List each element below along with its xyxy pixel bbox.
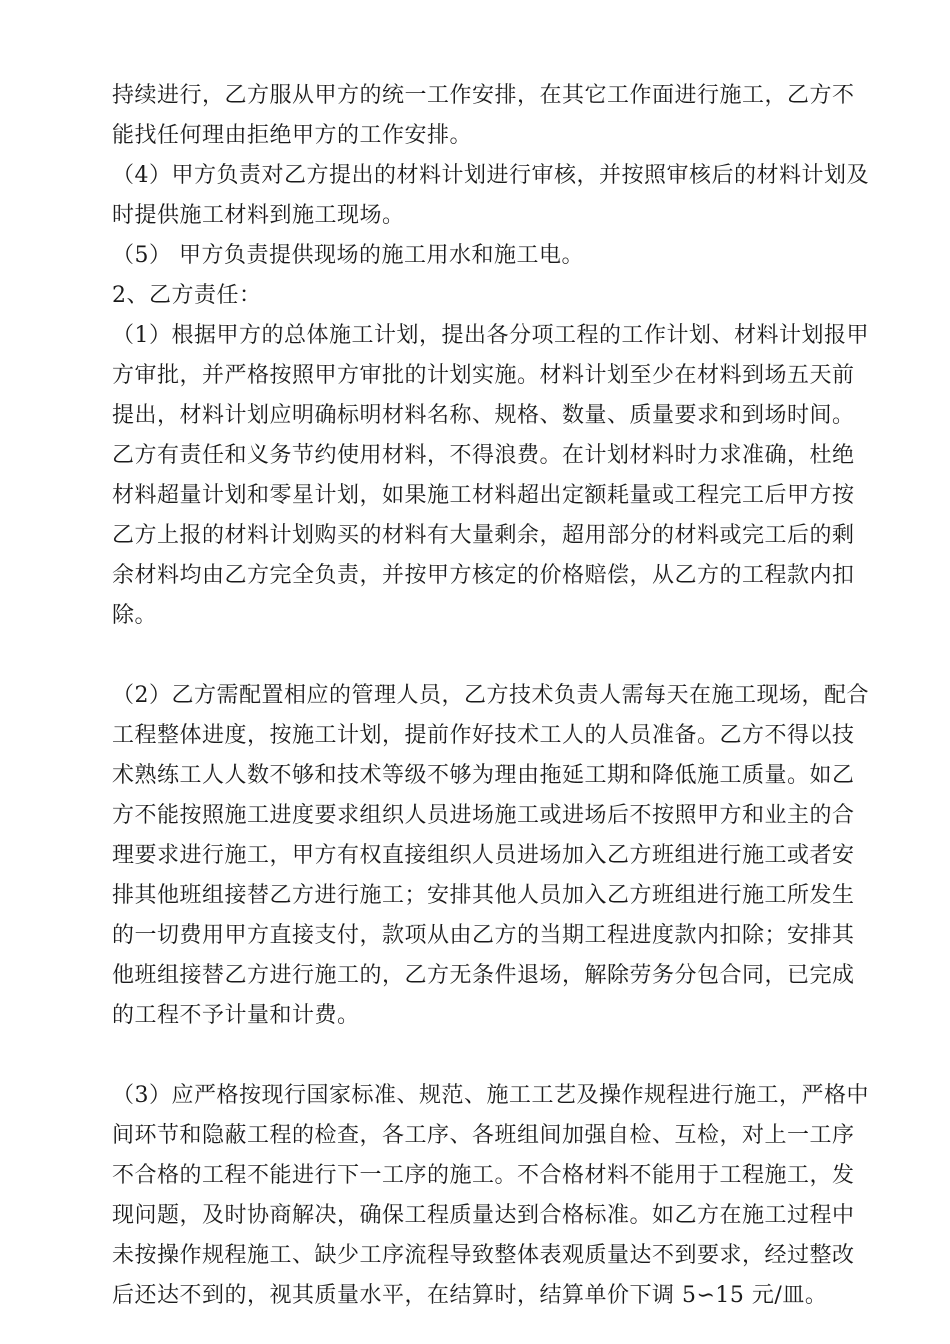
text-line: 工程整体进度，按施工计划，提前作好技术工人的人员准备。乙方不得以技	[112, 723, 855, 748]
text-line: 能找任何理由拒绝甲方的工作安排。	[112, 123, 473, 148]
text-line: 乙方上报的材料计划购买的材料有大量剩余，超用部分的材料或完工后的剩	[112, 523, 855, 548]
paragraph-b-item-2	[112, 676, 872, 1036]
text-line: 理要求进行施工，甲方有权直接组织人员进场加入乙方班组进行施工或者安	[112, 843, 855, 868]
paragraph-continuation	[112, 76, 872, 156]
text-line: （4）甲方负责对乙方提出的材料计划进行审核，并按照审核后的材料计划及	[112, 163, 869, 188]
text-line: 方审批，并严格按照甲方审批的计划实施。材料计划至少在材料到场五天前	[112, 363, 855, 388]
text-line: 的工程不予计量和计费。	[112, 1003, 360, 1028]
text-line: 术熟练工人人数不够和技术等级不够为理由拖延工期和降低施工质量。如乙	[112, 763, 855, 788]
document-body	[112, 76, 872, 1316]
text-line: 时提供施工材料到施工现场。	[112, 203, 405, 228]
paragraph-item-5	[112, 236, 872, 276]
text-line: 提出，材料计划应明确标明材料名称、规格、数量、质量要求和到场时间。	[112, 403, 855, 428]
text-line: （1）根据甲方的总体施工计划，提出各分项工程的工作计划、材料计划报甲	[112, 323, 869, 348]
section-heading-party-b-responsibility	[112, 276, 872, 316]
text-line: 的一切费用甲方直接支付，款项从由乙方的当期工程进度款内扣除；安排其	[112, 923, 855, 948]
text-line: 除。	[112, 603, 158, 628]
text-line: 材料超量计划和零星计划，如果施工材料超出定额耗量或工程完工后甲方按	[112, 483, 855, 508]
paragraph-item-4	[112, 156, 872, 236]
text-line: 间环节和隐蔽工程的检查，各工序、各班组间加强自检、互检，对上一工序	[112, 1123, 855, 1148]
text-line: 他班组接替乙方进行施工的，乙方无条件退场，解除劳务分包合同，已完成	[112, 963, 855, 988]
text-line: 乙方有责任和义务节约使用材料，不得浪费。在计划材料时力求准确，杜绝	[112, 443, 855, 468]
text-line: （3）应严格按现行国家标准、规范、施工工艺及操作规程进行施工，严格中	[112, 1083, 869, 1108]
text-line: 未按操作规程施工、缺少工序流程导致整体表观质量达不到要求，经过整改	[112, 1243, 855, 1268]
text-line: 现问题，及时协商解决，确保工程质量达到合格标准。如乙方在施工过程中	[112, 1203, 855, 1228]
paragraph-b-item-1	[112, 316, 872, 636]
text-line: 排其他班组接替乙方进行施工；安排其他人员加入乙方班组进行施工所发生	[112, 883, 855, 908]
paragraph-spacer	[112, 1036, 872, 1076]
text-line: 不合格的工程不能进行下一工序的施工。不合格材料不能用于工程施工，发	[112, 1163, 855, 1188]
text-line: 余材料均由乙方完全负责，并按甲方核定的价格赔偿，从乙方的工程款内扣	[112, 563, 855, 588]
text-line: 持续进行，乙方服从甲方的统一工作安排，在其它工作面进行施工，乙方不	[112, 83, 855, 108]
section-heading: 2、乙方责任：	[112, 283, 262, 308]
paragraph-spacer	[112, 636, 872, 676]
text-line: 方不能按照施工进度要求组织人员进场施工或进场后不按照甲方和业主的合	[112, 803, 855, 828]
text-line: （5） 甲方负责提供现场的施工用水和施工电。	[112, 243, 584, 268]
paragraph-b-item-3	[112, 1076, 872, 1316]
text-line: （2）乙方需配置相应的管理人员，乙方技术负责人需每天在施工现场，配合	[112, 683, 869, 708]
text-line: 后还达不到的，视其质量水平，在结算时，结算单价下调 5∽15 元/皿。	[112, 1283, 828, 1308]
